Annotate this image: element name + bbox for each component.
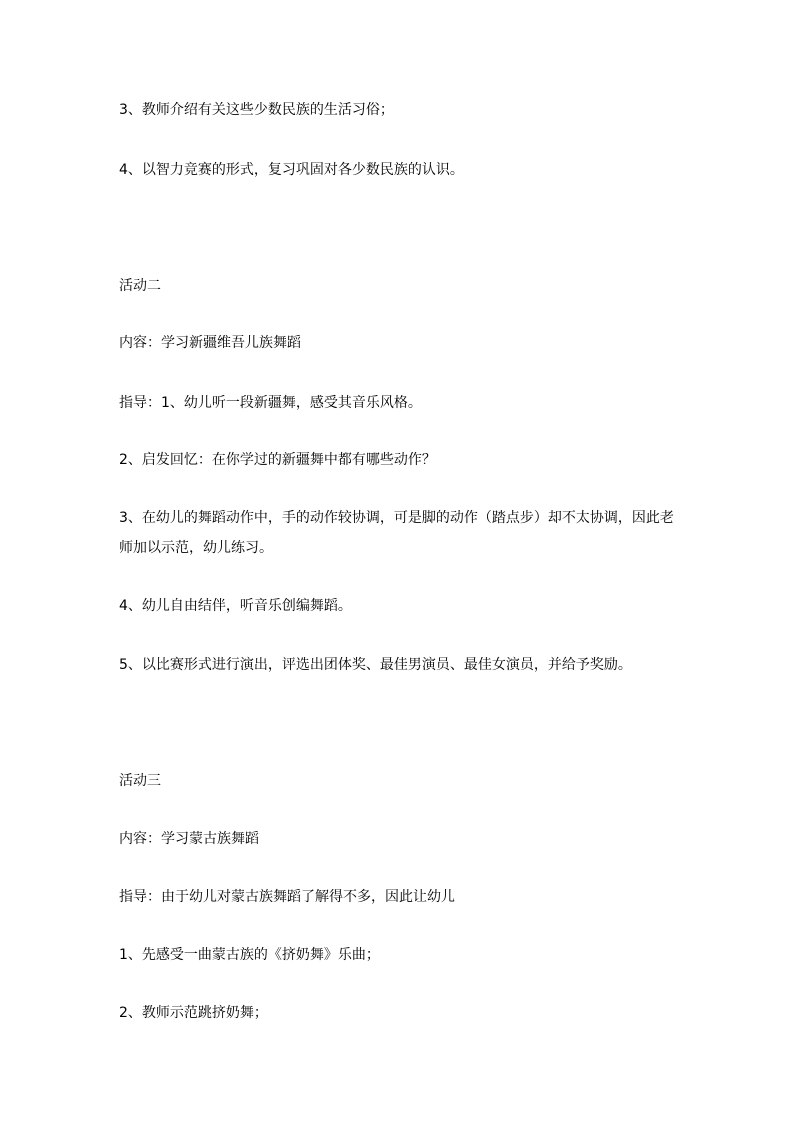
activity-3-guide: 指导：由于幼儿对蒙古族舞蹈了解得不多，因此让幼儿 xyxy=(119,889,455,905)
paragraph-step-3: 3、教师介绍有关这些少数民族的生活习俗； xyxy=(119,102,394,118)
paragraph-step-4: 4、以智力竞赛的形式，复习巩固对各少数民族的认识。 xyxy=(119,162,464,178)
activity-2-step-2: 2、启发回忆：在你学过的新疆舞中都有哪些动作？ xyxy=(119,452,436,468)
activity-2-title: 活动二 xyxy=(119,278,161,294)
activity-3-step-2: 2、教师示范跳挤奶舞； xyxy=(119,1005,268,1021)
activity-2-guide: 指导：1、幼儿听一段新疆舞，感受其音乐风格。 xyxy=(119,395,422,411)
activity-3-title: 活动三 xyxy=(119,773,161,789)
activity-3-content: 内容：学习蒙古族舞蹈 xyxy=(119,831,259,847)
activity-2-step-3: 3、在幼儿的舞蹈动作中，手的动作较协调，可是脚的动作（踏点步）却不太协调，因此老师加以示范，幼儿练习。 xyxy=(119,510,674,556)
activity-2-content: 内容：学习新疆维吾儿族舞蹈 xyxy=(119,335,301,351)
activity-3-step-1: 1、先感受一曲蒙古族的《挤奶舞》乐曲； xyxy=(119,947,380,963)
activity-2-step-5: 5、以比赛形式进行演出，评选出团体奖、最佳男演员、最佳女演员，并给予奖励。 xyxy=(119,657,632,673)
activity-2-step-4: 4、幼儿自由结伴，听音乐创编舞蹈。 xyxy=(119,598,352,614)
